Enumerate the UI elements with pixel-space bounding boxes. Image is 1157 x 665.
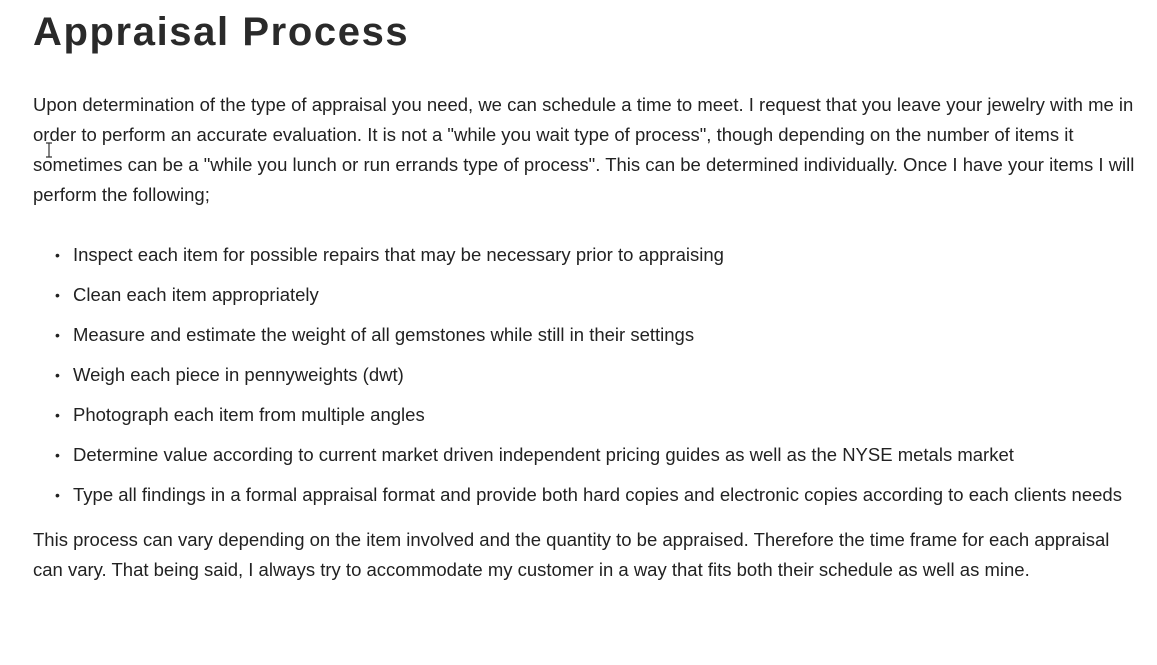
process-steps-list (33, 240, 1143, 510)
page-title: Appraisal Process (33, 10, 410, 54)
intro-paragraph: Upon determination of the type of appraisal you need, we can schedule a time to meet. I request that you leave your jewelry with me in order to perform an accurate evaluation. It is not a "while you wait type of process", though depending on the number of items it sometimes can be a "while you lunch or run errands type of process". This can be determined individually. Once I have your items I will perform the following; (33, 94, 1135, 205)
list-item (33, 320, 1143, 350)
closing-paragraph: This process can vary depending on the item involved and the quantity to be appraised. Therefore the time frame for each appraisal can vary. That being said, I always try to accommodate my customer in a way that fits both their schedule as well as mine. (33, 529, 1110, 580)
text-cursor-icon (44, 142, 54, 158)
list-item (33, 280, 1143, 310)
bullet-icon: • (55, 487, 60, 503)
list-item (33, 480, 1143, 510)
bullet-icon: • (55, 287, 60, 303)
bullet-icon: • (55, 447, 60, 463)
article (33, 0, 1143, 585)
bullet-icon: • (55, 247, 60, 263)
bullet-icon: • (55, 327, 60, 343)
bullet-icon: • (55, 407, 60, 423)
list-item-text: Photograph each item from multiple angles (73, 404, 425, 425)
list-item (33, 360, 1143, 390)
list-item (33, 440, 1143, 470)
list-item (33, 240, 1143, 270)
list-item-text: Inspect each item for possible repairs that may be necessary prior to appraising (73, 244, 724, 265)
bullet-icon: • (55, 367, 60, 383)
list-item-text: Measure and estimate the weight of all gemstones while still in their settings (73, 324, 695, 345)
list-item-text: Clean each item appropriately (73, 284, 319, 305)
list-item-text: Weigh each piece in pennyweights (dwt) (73, 364, 404, 385)
list-item (33, 400, 1143, 430)
list-item-text: Determine value according to current market driven independent pricing guides as well as the NYSE metals market (73, 444, 1014, 465)
list-item-text: Type all findings in a formal appraisal format and provide both hard copies and electronic copies according to each clients needs (73, 484, 1122, 505)
